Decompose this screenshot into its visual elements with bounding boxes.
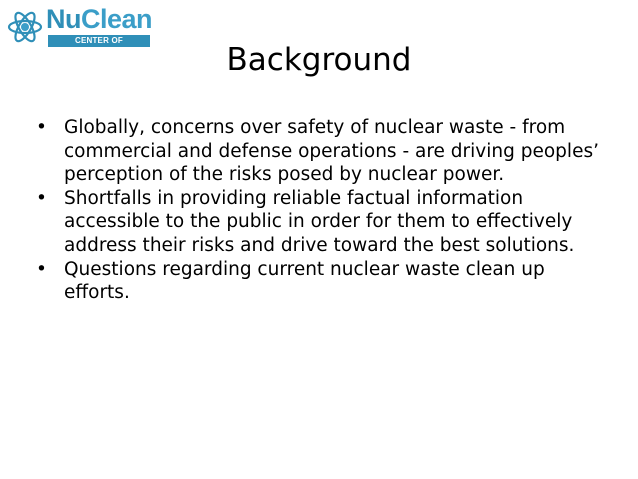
bullet-marker: • xyxy=(36,187,47,209)
bullet-text: Shortfalls in providing reliable factual information accessible to the public in order for them to effectively address their risks and drive toward the best solutions. xyxy=(64,187,575,256)
bullet-text: Globally, concerns over safety of nuclear waste - from commercial and defense operations - are driving peoples’ perception of the risks posed by nuclear power. xyxy=(64,117,599,186)
logo-name-part1: Nu xyxy=(46,4,81,34)
bullet-text: Questions regarding current nuclear waste clean up efforts. xyxy=(64,258,545,304)
logo-wordmark xyxy=(46,4,152,34)
bullet-item xyxy=(36,116,606,187)
slide-title: Background xyxy=(226,42,412,78)
bullet-item xyxy=(36,258,606,305)
logo-tagline: CENTER OF EXCELLENCE xyxy=(48,35,150,47)
logo-name-part2: Clean xyxy=(81,4,153,34)
bullet-item xyxy=(36,187,606,258)
bullet-marker: • xyxy=(36,258,47,280)
bullet-list xyxy=(36,116,606,305)
bullet-marker: • xyxy=(36,117,47,138)
